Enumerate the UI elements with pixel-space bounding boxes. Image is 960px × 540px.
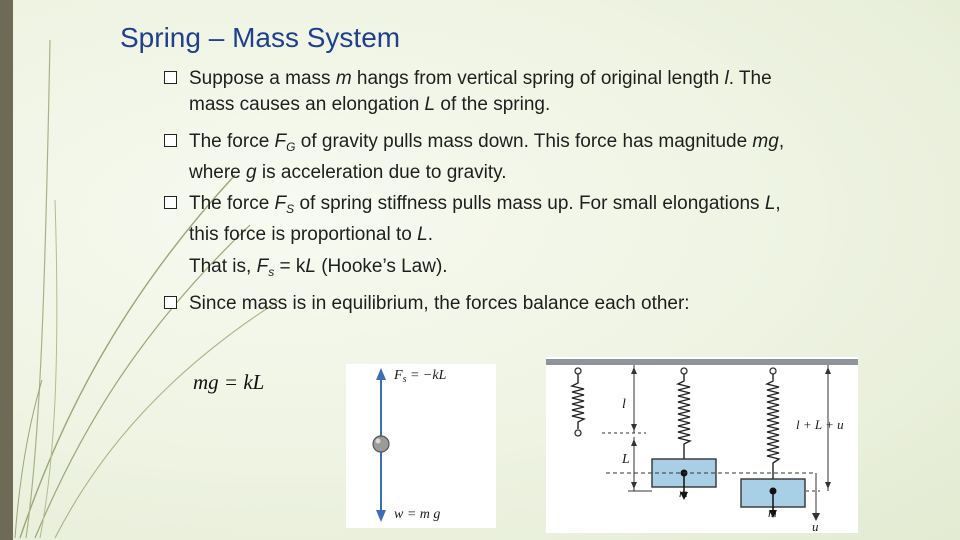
spring-icon [572,374,584,429]
label-length-l: l [622,397,626,412]
spring-icon [678,374,690,461]
label-mass-1: m [679,486,688,500]
bullet-box-icon [164,71,177,84]
label-mass-2: m [768,506,777,520]
bullet-text: The force $F_G$ of gravity pulls mass down. This force has magnitude mg, where g is acceleration due to gravity. [189,131,785,183]
spring-mass-figure [546,357,858,533]
label-total-length: l + L + u [796,417,844,432]
slide-title: Spring – Mass System [120,22,401,53]
bullet-box-icon [164,296,177,309]
bullet-text: The force $F_S$ of spring stiffness pulls mass up. For small elongations L, this force is proportional to L. [189,193,781,245]
spring-icon [767,374,779,481]
bullet-box-icon [164,196,177,209]
label-elongation-L: L [622,452,630,467]
fbd-weight-label: w = m g [394,507,441,522]
bullet-text: Suppose a mass m hangs from vertical spring of original length l. The mass causes an elongation L of the spring. [189,68,772,115]
fbd-spring-force-label: $F_s = -kL$ [394,368,447,385]
label-displacement-u: u [812,519,819,533]
mass-ball-icon [373,436,389,452]
down-arrow-icon [376,510,386,522]
up-arrow-icon [376,368,386,380]
equilibrium-formula: mg = kL [193,370,265,394]
free-body-diagram [346,364,496,528]
bullet-box-icon [164,134,177,147]
bullet-text: That is, $F_s$ = kL (Hooke’s Law). [189,256,448,279]
bullet-text: Since mass is in equilibrium, the forces balance each other: [189,293,690,314]
